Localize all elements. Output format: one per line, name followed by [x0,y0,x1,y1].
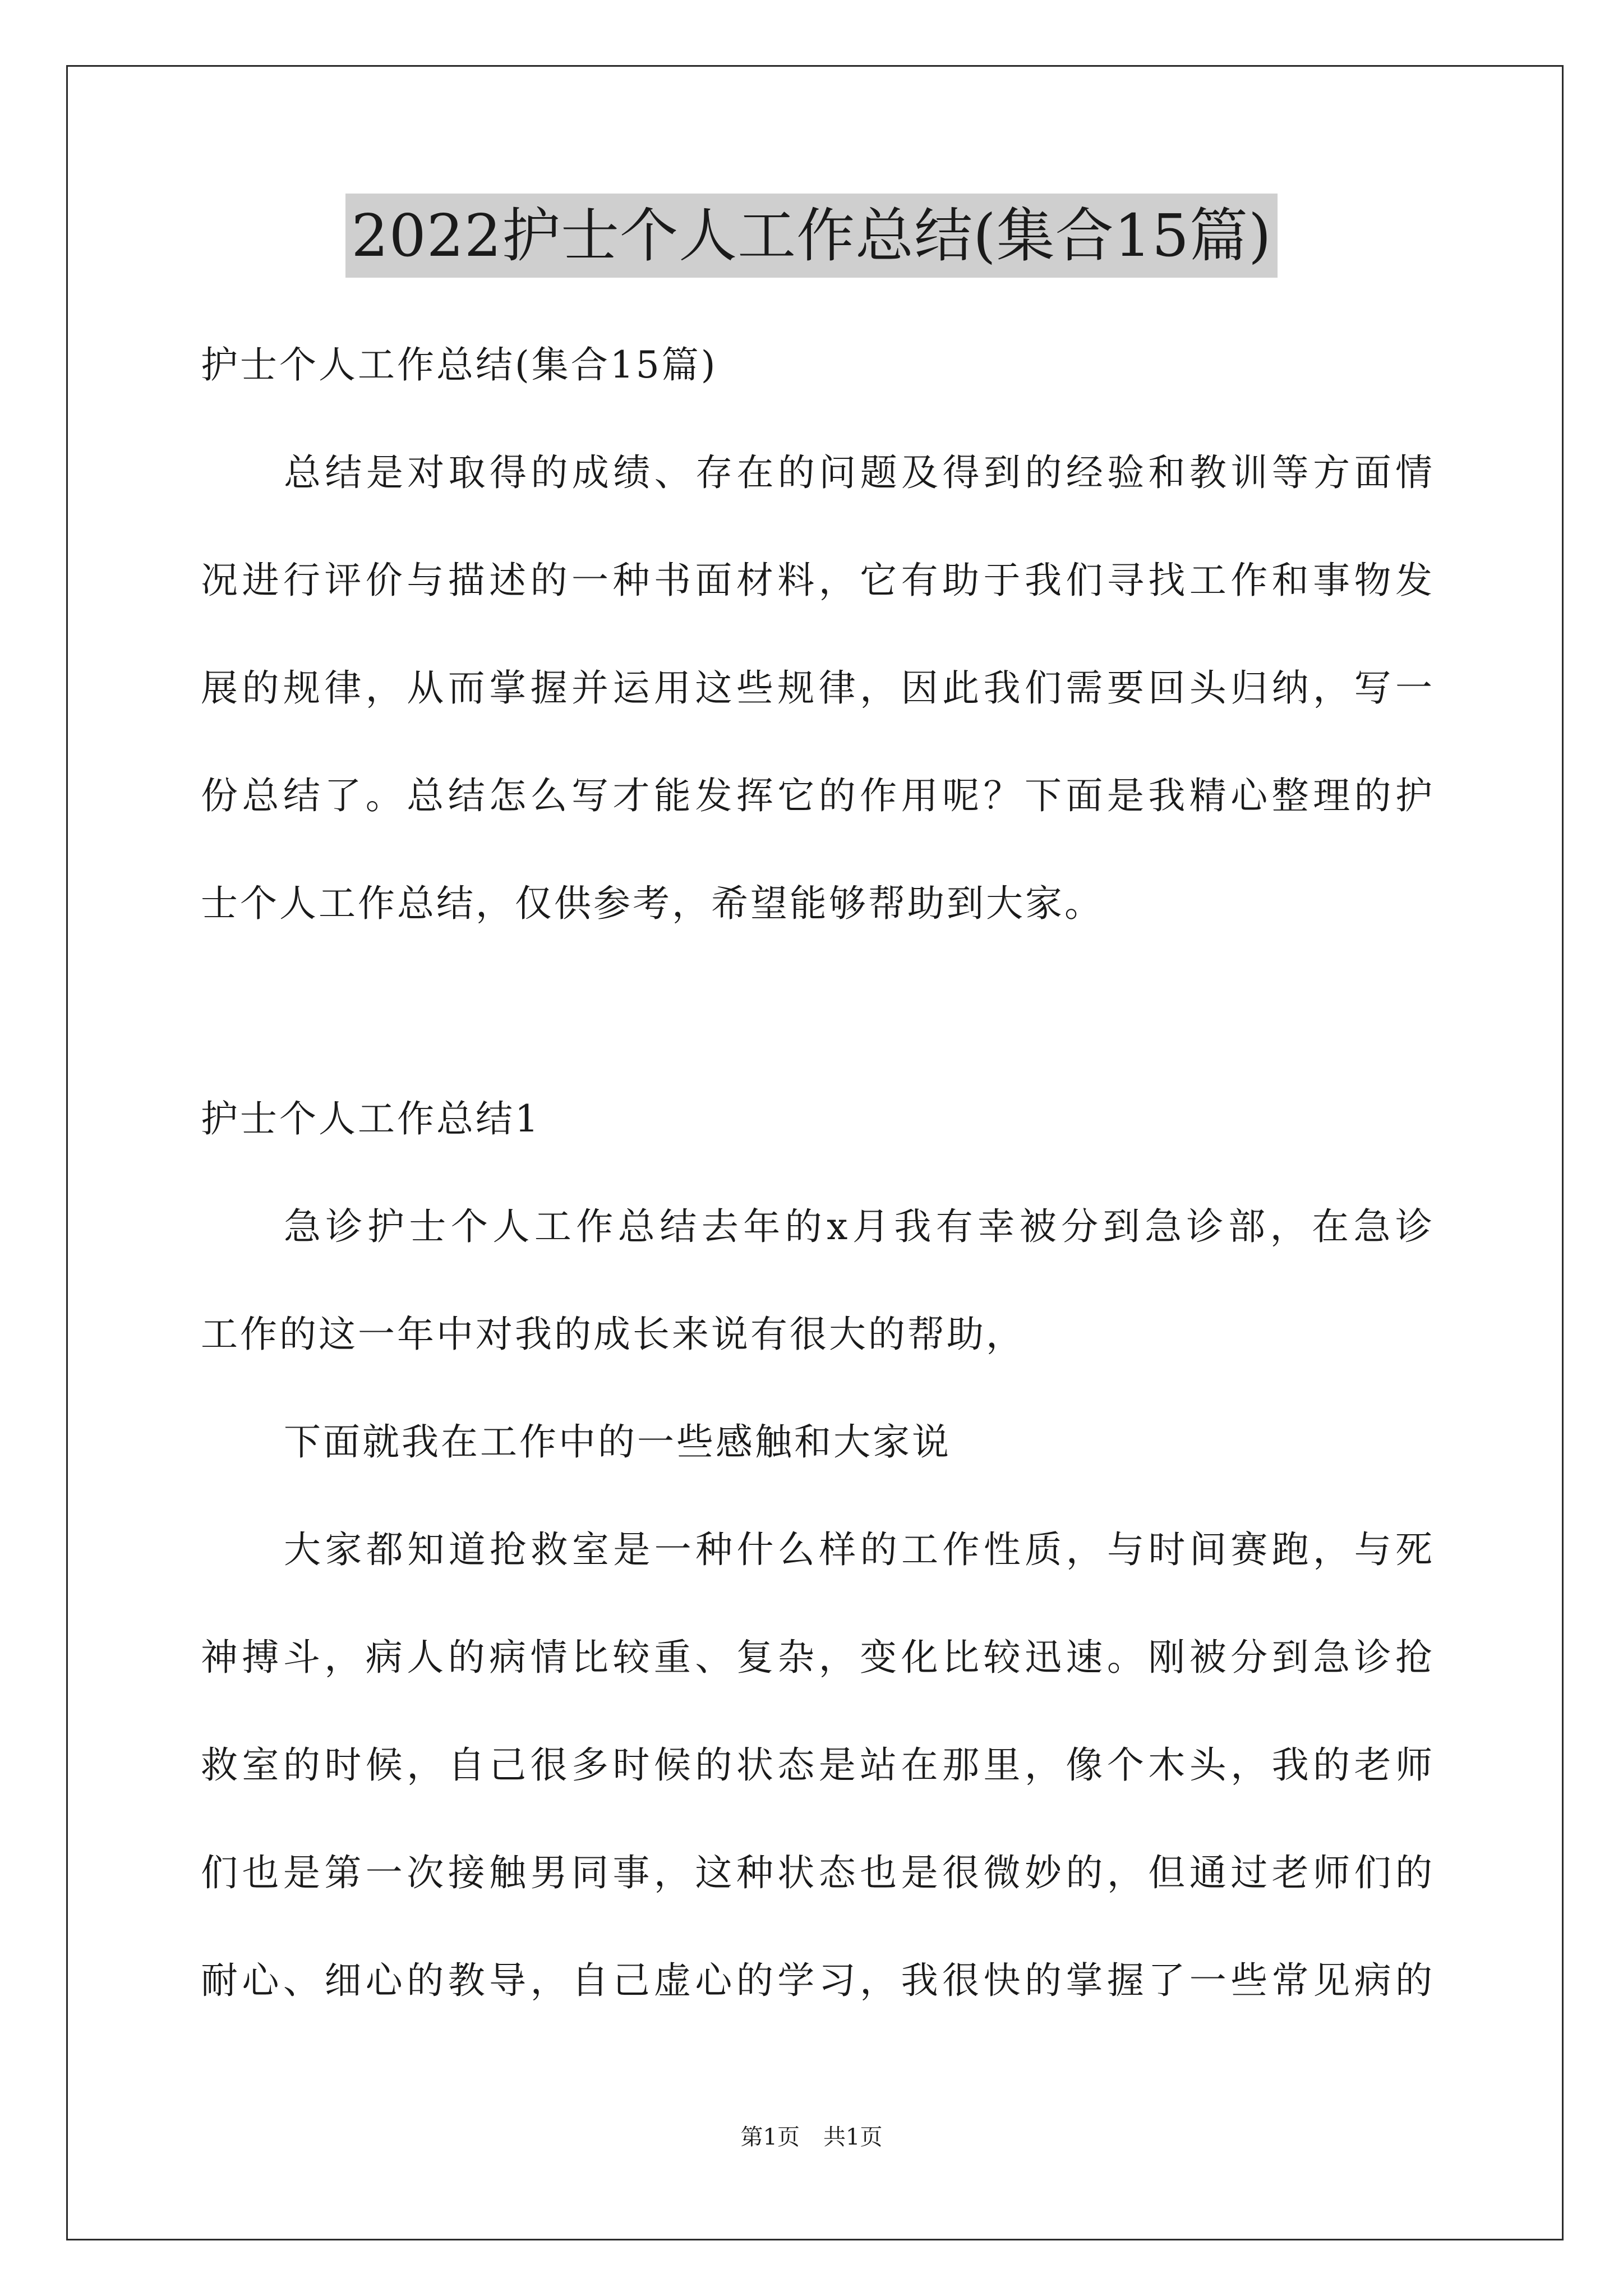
page-number: 第1页 [740,2124,800,2150]
paragraph-line: 救室的时候，自己很多时候的状态是站在那里，像个木头，我的老师 [201,1743,1435,1787]
page-total: 共1页 [823,2124,883,2150]
paragraph-line: 耐心、细心的教导，自己虚心的学习，我很快的掌握了一些常见病的 [201,1959,1435,2002]
blank-line [201,958,1435,1065]
paragraph-line: 神搏斗，病人的病情比较重、复杂，变化比较迅速。刚被分到急诊抢 [201,1636,1435,1679]
paragraph-line: 大家都知道抢救室是一种什么样的工作性质，与时间赛跑，与死 [284,1528,1435,1571]
section-heading: 护士个人工作总结1 [201,1097,541,1140]
paragraph-line: 展的规律，从而掌握并运用这些规律，因此我们需要回头归纳，写一 [201,666,1435,710]
page-footer [0,2120,1623,2154]
paragraph-line: 况进行评价与描述的一种书面材料，它有助于我们寻找工作和事物发 [201,559,1435,602]
document-title: 2022护士个人工作总结(集合15篇) [345,194,1277,278]
paragraph-line: 们也是第一次接触男同事，这种状态也是很微妙的，但通过老师们的 [201,1851,1435,1894]
title-container [0,194,1623,278]
paragraph-line: 下面就我在工作中的一些感触和大家说 [284,1420,951,1464]
document-body [201,311,1435,2035]
paragraph-line: 工作的这一年中对我的成长来说有很大的帮助， [201,1313,1025,1356]
paragraph-line: 份总结了。总结怎么写才能发挥它的作用呢？下面是我精心整理的护 [201,774,1435,817]
paragraph-line: 总结是对取得的成绩、存在的问题及得到的经验和教训等方面情 [284,451,1435,494]
paragraph-line: 士个人工作总结，仅供参考，希望能够帮助到大家。 [201,882,1104,925]
paragraph-line: 急诊护士个人工作总结去年的x月我有幸被分到急诊部，在急诊 [284,1205,1435,1248]
subtitle-line: 护士个人工作总结(集合15篇) [201,343,718,386]
